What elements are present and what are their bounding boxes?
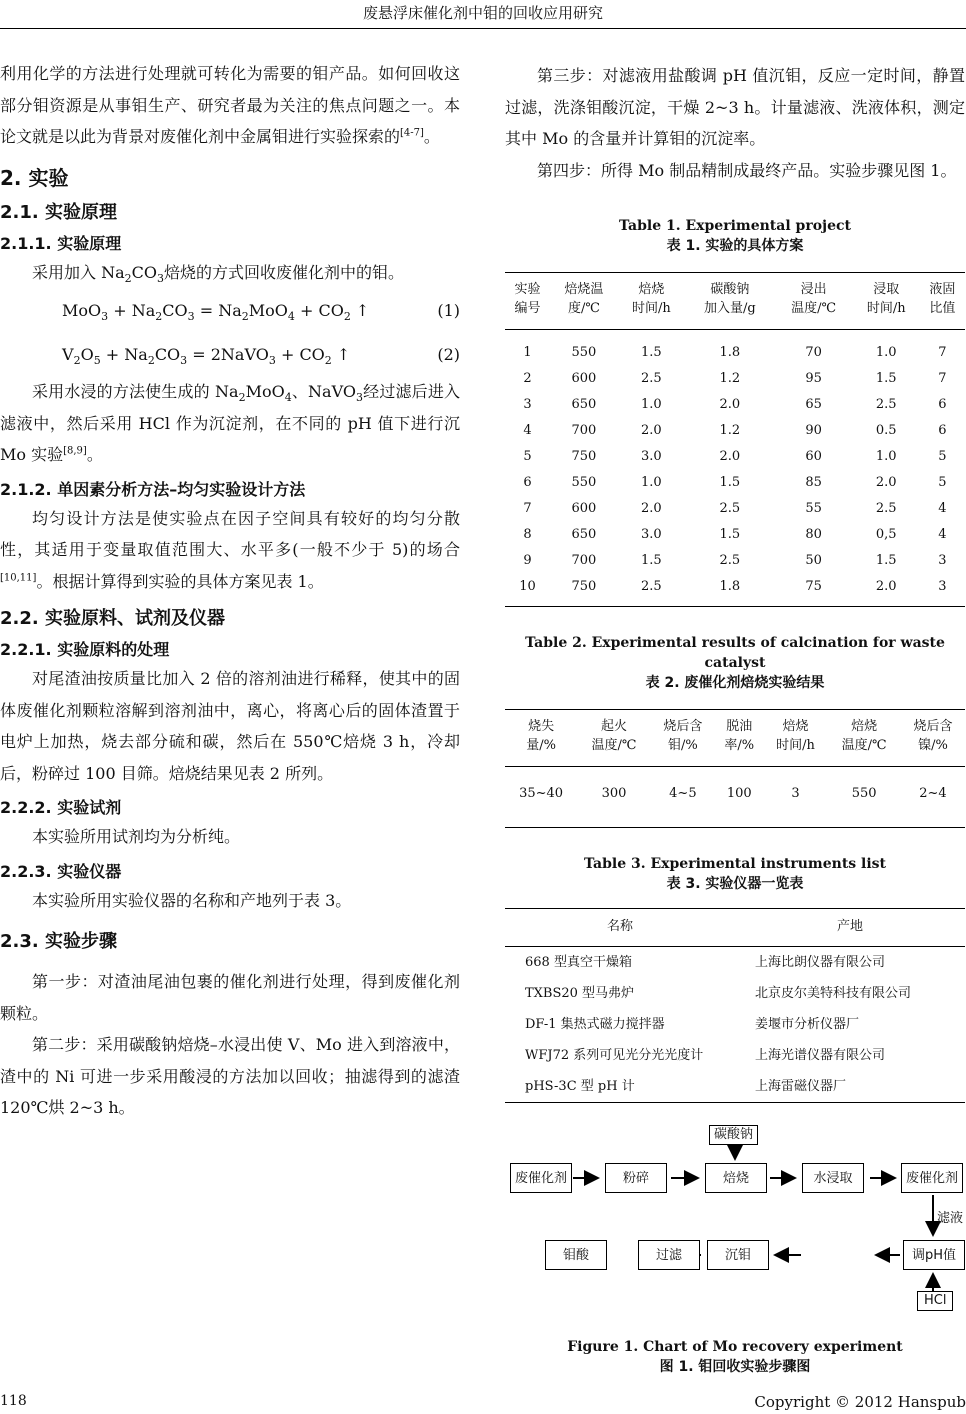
subsection-uniform-design: 2.1.2. 单因素分析方法–均匀实验设计方法 (0, 479, 306, 499)
table-cell: 4~5 (669, 786, 697, 801)
table-cell: 5 (938, 475, 947, 490)
table-cell: 600 (571, 501, 597, 516)
table-1-header-4: 浸出 温度/℃ (791, 282, 837, 316)
equation-2: $V_2O_5 + Na_2CO_3$ = 2NaVO$_3$ + $CO_2$ ↑ (2) (62, 344, 460, 367)
flow-reagent-soda: 碳酸钠 (709, 1125, 758, 1145)
table-2 (505, 709, 965, 828)
instrument-name: TXBS20 型马弗炉 (525, 986, 635, 1001)
table-cell: 1.5 (641, 553, 662, 568)
table-row (505, 330, 965, 367)
instrument-origin: 上海光谱仪器有限公司 (755, 1048, 886, 1063)
table-cell: 4 (523, 423, 532, 438)
table-cell: 5 (938, 449, 947, 464)
page-number: 118 (0, 1393, 27, 1409)
instrument-name: WFJ72 系列可见光分光光度计 (525, 1048, 704, 1063)
table-cell: 700 (571, 423, 597, 438)
table-cell: 60 (805, 449, 822, 464)
table-cell: 2 (523, 371, 532, 386)
table-row (505, 496, 965, 522)
table-1-caption: Table 1. Experimental project 表 1. 实验的具体方案 (618, 218, 852, 254)
flow-adjust-ph: 调pH值 (903, 1240, 965, 1270)
table-row (505, 522, 965, 548)
running-header: 废悬浮床催化剂中钼的回收应用研究 (362, 4, 603, 22)
left-column (0, 58, 460, 1124)
table-cell: 1 (523, 345, 532, 360)
subsection-principle: 2.1.1. 实验原理 (0, 233, 122, 253)
subsection-raw-material: 2.2.1. 实验原料的处理 (0, 640, 170, 659)
figure-1-flowchart (505, 1127, 965, 1321)
table-cell: 2.5 (719, 501, 741, 516)
flow-waste-catalyst: 废催化剂 (510, 1163, 572, 1193)
table-cell: 1.0 (875, 345, 897, 360)
paragraph-step-3: 第三步：对滤液用盐酸调 pH 值沉钼，反应一定时间，静置过滤，洗涤钼酸沉淀，干燥 2~3 h。计量滤液、洗液体积，测定其中 Mo 的含量并计算钼的沉淀率。 (505, 66, 965, 148)
table-cell: 2.5 (875, 501, 897, 516)
table-cell: 1.5 (875, 553, 897, 568)
table-cell: 0,5 (875, 527, 897, 542)
table-cell: 3 (791, 786, 800, 801)
flow-waste-catalyst-2: 废催化剂 (901, 1163, 963, 1193)
section-materials: 2.2. 实验原料、试剂及仪器 (0, 608, 225, 629)
table-cell: 600 (571, 371, 597, 386)
table-cell: 2.0 (719, 449, 741, 464)
header-rule (0, 28, 966, 29)
table-cell: 6 (938, 397, 947, 412)
table-cell: 1.5 (719, 475, 741, 490)
flow-filter: 过滤 (638, 1240, 700, 1270)
flow-crush: 粉碎 (605, 1163, 667, 1193)
table-cell: 35~40 (519, 786, 564, 801)
table-cell: 7 (523, 501, 532, 516)
table-cell: 2.0 (641, 423, 662, 438)
table-cell: 55 (805, 501, 822, 516)
table-cell: 550 (571, 345, 597, 360)
table-row (505, 418, 965, 444)
table-cell: 3.0 (641, 449, 662, 464)
table-cell: 700 (571, 553, 597, 568)
section-procedure: 2.3. 实验步骤 (0, 931, 117, 952)
table-cell: 1.5 (875, 371, 897, 386)
table-2-header-3: 脱油 率/% (724, 719, 755, 753)
table-cell: 3 (523, 397, 532, 412)
subsection-instruments: 2.2.3. 实验仪器 (0, 861, 122, 881)
table-3 (505, 908, 965, 1103)
table-row (505, 1071, 965, 1103)
table-cell: 1.2 (719, 423, 741, 438)
table-cell: 2.0 (875, 579, 897, 594)
table-cell: 550 (571, 475, 597, 490)
instrument-name: pHS-3C 型 pH 计 (525, 1079, 635, 1094)
flow-reagent-hcl: HCl (917, 1291, 953, 1311)
table-cell: 1.5 (719, 527, 741, 542)
paragraph-step-1: 第一步：对渣油尾油包裹的催化剂进行处理，得到废催化剂颗粒。 (0, 972, 460, 1023)
table-cell: 2.5 (641, 579, 662, 594)
table-cell: 10 (519, 579, 536, 594)
flow-filtrate-label: 滤液 (937, 1211, 964, 1226)
table-cell: 2.0 (719, 397, 741, 412)
table-cell: 3 (938, 579, 947, 594)
table-cell: 2.5 (641, 371, 662, 386)
table-cell: 50 (805, 553, 822, 568)
table-2-header-0: 烧失 量/% (526, 719, 556, 753)
table-cell: 650 (571, 527, 597, 542)
table-cell: 3 (938, 553, 947, 568)
right-column (505, 60, 965, 1377)
table-row (505, 470, 965, 496)
table-cell: 9 (523, 553, 532, 568)
table-1-header-0: 实验 编号 (514, 282, 541, 316)
table-cell: 80 (805, 527, 822, 542)
table-cell: 1.0 (641, 475, 662, 490)
table-row (505, 574, 965, 607)
table-cell: 7 (938, 371, 947, 386)
table-row (505, 947, 965, 979)
table-cell: 4 (938, 527, 947, 542)
table-cell: 1.8 (719, 579, 741, 594)
paragraph-step-2: 第二步：采用碳酸钠焙烧–水浸出使 V、Mo 进入到溶液中，渣中的 Ni 可进一步采用酸浸的方法加以回收；抽滤得到的滤渣 120℃烘 2~3 h。 (0, 1035, 460, 1117)
table-cell: 70 (805, 345, 822, 360)
table-row (505, 392, 965, 418)
table-row (505, 1009, 965, 1040)
table-row (505, 366, 965, 392)
table-3-header-origin: 产地 (836, 919, 863, 934)
table-2-header-1: 起火 温度/℃ (591, 719, 637, 753)
table-cell: 75 (805, 579, 822, 594)
table-1-header-5: 浸取 时间/h (866, 282, 906, 316)
table-cell: 650 (571, 397, 597, 412)
table-cell: 8 (523, 527, 532, 542)
instrument-origin: 姜堰市分析仪器厂 (755, 1017, 860, 1032)
paragraph-principle: 采用加入 $Na_2CO_3$焙烧的方式回收废催化剂中的钼。 (32, 262, 405, 285)
subsection-reagents: 2.2.2. 实验试剂 (0, 798, 122, 817)
instrument-origin: 上海比朗仪器有限公司 (755, 955, 886, 970)
flow-precipitate-mo: 沉钼 (707, 1240, 769, 1270)
section-principle: 2.1. 实验原理 (0, 201, 117, 223)
table-1-header-1: 焙烧温 度/℃ (564, 282, 604, 316)
instrument-name: DF-1 集热式磁力搅拌器 (525, 1017, 665, 1032)
flowchart-arrows (505, 1131, 965, 1321)
flow-water-leach: 水浸取 (802, 1163, 864, 1193)
paragraph-instruments: 本实验所用实验仪器的名称和产地列于表 3。 (32, 890, 352, 910)
table-cell: 7 (938, 345, 947, 360)
table-cell: 90 (805, 423, 822, 438)
table-3-caption: Table 3. Experimental instruments list 表 3. 实验仪器一览表 (583, 856, 887, 892)
table-row (505, 978, 965, 1009)
instrument-origin: 北京皮尔美特科技有限公司 (755, 986, 912, 1001)
table-cell: 2.5 (875, 397, 897, 412)
equation-1-number: (1) (437, 300, 460, 320)
table-cell: 95 (805, 371, 822, 386)
table-cell: 3.0 (641, 527, 662, 542)
paragraph-intro: 利用化学的方法进行处理就可转化为需要的钼产品。如何回收这部分钼资源是从事钼生产、研究者最为关注的焦点问题之一。本论文就是以此为背景对废催化剂中金属钼进行实验探索的[4-7]。 (0, 64, 460, 146)
paragraph-reagents: 本实验所用试剂均为分析纯。 (32, 827, 241, 846)
figure-1-caption: Figure 1. Chart of Mo recovery experiment 图 1. 钼回收实验步骤图 (567, 1339, 903, 1375)
table-cell: 750 (571, 579, 597, 594)
table-cell: 6 (523, 475, 532, 490)
table-1 (505, 272, 965, 607)
equation-2-number: (2) (437, 344, 460, 364)
table-cell: 5 (523, 449, 532, 464)
table-row (505, 444, 965, 470)
table-2-header-5: 焙烧 温度/℃ (841, 719, 887, 753)
flow-roast: 焙烧 (705, 1163, 767, 1193)
table-row (505, 548, 965, 574)
table-cell: 85 (805, 475, 822, 490)
table-cell: 2.0 (641, 501, 662, 516)
table-2-caption: Table 2. Experimental results of calcination for waste catalyst 表 2. 废催化剂焙烧实验结果 (525, 635, 945, 691)
table-cell: 2~4 (919, 786, 947, 801)
paragraph-raw-material: 对尾渣油按质量比加入 2 倍的溶剂油进行稀释，使其中的固体废催化剂颗粒溶解到溶剂油中，离心，将离心后的固体渣置于电炉上加热，烧去部分硫和碳，然后在 550℃焙烧 3 h，冷却后，粉碎过 100 目筛。焙烧结果见表 2 所列。 (0, 669, 460, 783)
table-2-header-6: 烧后含 镍/% (913, 719, 953, 753)
table-3-header-name: 名称 (606, 919, 633, 934)
table-cell: 300 (601, 786, 627, 801)
paragraph-leaching: 采用水浸的方法使生成的 $Na_2MoO_4$、NaVO$_3$经过滤后进入滤液中，然后采用 HCl 作为沉淀剂，在不同的 pH 值下进行沉 Mo 实验[8,9]。 (0, 382, 460, 464)
table-cell: 1.0 (875, 449, 897, 464)
table-1-header-6: 液固 比值 (929, 282, 956, 316)
table-2-header-2: 烧后含 钼/% (663, 719, 703, 753)
table-cell: 750 (571, 449, 597, 464)
table-2-header-4: 焙烧 时间/h (776, 719, 815, 753)
table-cell: 1.0 (641, 397, 662, 412)
table-cell: 1.5 (641, 345, 662, 360)
paragraph-uniform-design: 均匀设计方法是使实验点在因子空间具有较好的均匀分散性，其适用于变量取值范围大、水平多(一般不少于 5)的场合[10,11]。根据计算得到实验的具体方案见表 1。 (0, 508, 460, 591)
flow-molybdic-acid: 钼酸 (545, 1240, 607, 1270)
instrument-name: 668 型真空干燥箱 (525, 955, 632, 970)
table-cell: 65 (805, 397, 822, 412)
table-row (505, 1040, 965, 1071)
table-cell: 100 (726, 786, 752, 801)
table-cell: 2.5 (719, 553, 741, 568)
table-cell: 4 (938, 501, 947, 516)
table-cell: 2.0 (875, 475, 897, 490)
table-1-header-2: 焙烧 时间/h (632, 282, 671, 316)
instrument-origin: 上海雷磁仪器厂 (755, 1079, 847, 1094)
table-cell: 550 (851, 786, 877, 801)
paragraph-step-4: 第四步：所得 Mo 制品精制成最终产品。实验步骤见图 1。 (537, 160, 957, 180)
section-experiment: 2. 实验 (0, 165, 69, 190)
table-cell: 6 (938, 423, 947, 438)
table-1-header-3: 碳酸钠 加入量/g (703, 282, 756, 316)
table-cell: 0.5 (875, 423, 897, 438)
table-cell: 1.2 (719, 371, 741, 386)
equation-1: $MoO_3 + Na_2CO_3 = Na_2MoO_4 + CO_2$ ↑ (1) (62, 300, 460, 323)
copyright: Copyright © 2012 Hanspub (754, 1393, 966, 1411)
table-cell: 1.8 (719, 345, 741, 360)
